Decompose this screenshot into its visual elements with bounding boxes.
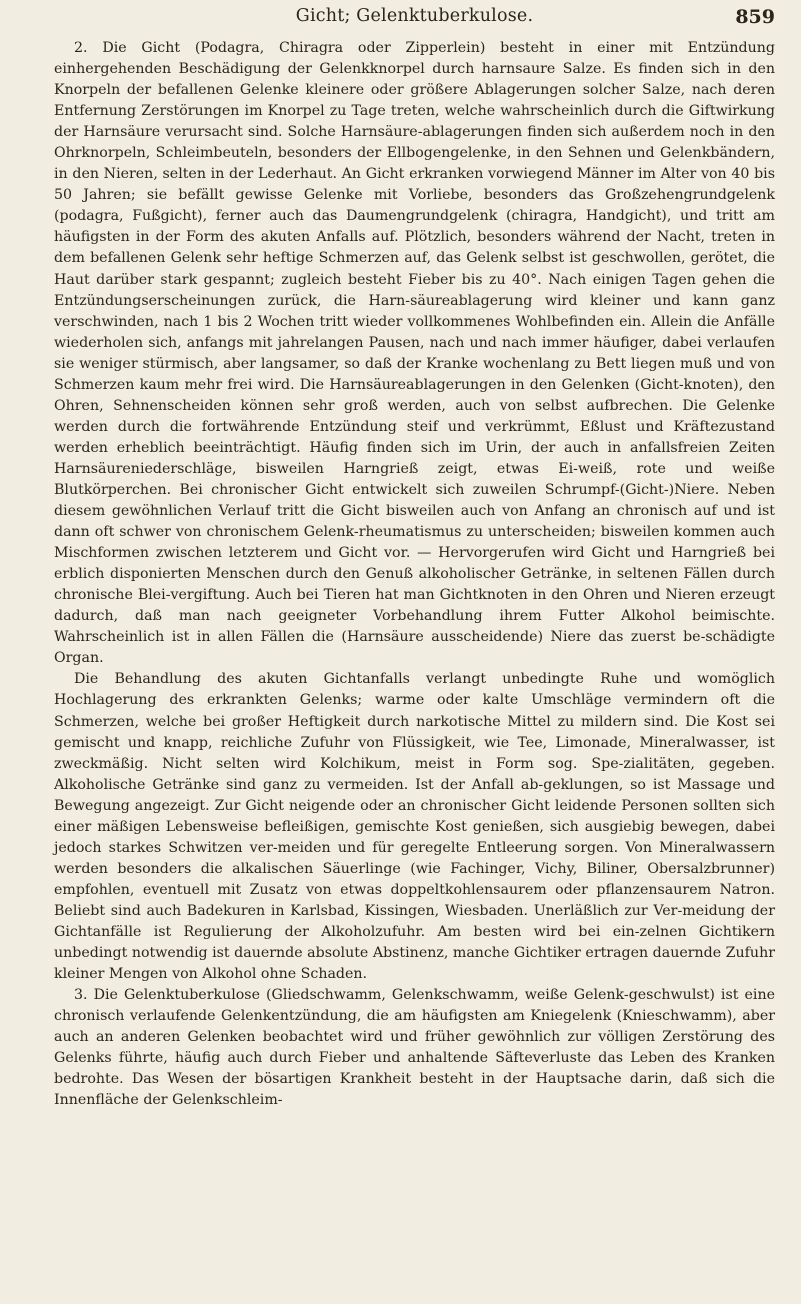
page-header (54, 6, 775, 34)
paragraph-gelenktuberkulose: 3. Die Gelenktuberkulose (Gliedschwamm, Gelenkschwamm, weiße Gelenk-geschwulst) ist eine chronisch verlaufende Gelenkentzündung, die am häufigsten am Kniegelenk (Knieschwamm), aber auch an anderen Gelenken beobachtet wird und früher gewöhnlich zur völligen Zerstörung des Gelenks führte, häufig auch durch Fieber und anhaltende Säfteverluste das Leben des Kranken bedrohte. Das Wesen der bösartigen Krankheit besteht in der Hauptsache darin, daß sich die Innenfläche der Gelenkschleim- (54, 987, 775, 1109)
paragraph-gicht: 2. Die Gicht (Podagra, Chiragra oder Zipperlein) besteht in einer mit Entzündung einhergehenden Beschädigung der Gelenkknorpel durch harnsaure Salze. Es finden sich in den Knorpeln der befallenen Gelenke kleinere oder größere Ablagerungen solcher Salze, nach deren Entfernung Zerstörungen im Knorpel zu Tage treten, welche wahrscheinlich durch die Giftwirkung der Harnsäure verursacht sind. Solche Harnsäure-ablagerungen finden sich außerdem noch in den Ohrknorpeln, Schleimbeuteln, besonders der Ellbogengelenke, in den Sehnen und Gelenkbändern, in den Nieren, selten in der Lederhaut. An Gicht erkranken vorwiegend Männer im Alter von 40 bis 50 Jahren; sie befällt gewisse Gelenke mit Vorliebe, besonders das Großzehengrundgelenk (podagra, Fußgicht), ferner auch das Daumengrundgelenk (chiragra, Handgicht), und tritt am häufigsten in der Form des akuten Anfalls auf. Plötzlich, besonders während der Nacht, treten in dem befallenen Gelenk sehr heftige Schmerzen auf, das Gelenk selbst ist geschwollen, gerötet, die Haut darüber stark gespannt; zugleich besteht Fieber bis zu 40°. Nach einigen Tagen gehen die Entzündungserscheinungen zurück, die Harn-säureablagerung wird kleiner und kann ganz verschwinden, nach 1 bis 2 Wochen tritt wieder vollkommenes Wohlbefinden ein. Allein die Anfälle wiederholen sich, anfangs mit jahrelangen Pausen, nach und nach immer häufiger, dabei verlaufen sie weniger stürmisch, aber langsamer, so daß der Kranke wochenlang zu Bett liegen muß und von Schmerzen kaum mehr frei wird. Die Harnsäureablagerungen in den Gelenken (Gicht-knoten), den Ohren, Sehnenscheiden können sehr groß werden, auch von selbst aufbrechen. Die Gelenke werden durch die fortwährende Entzündung steif und verkrümmt, Eßlust und Kräftezustand werden erheblich beeinträchtigt. Häufig finden sich im Urin, der auch in anfallsfreien Zeiten Harnsäureniederschläge, bisweilen Harngrieß zeigt, etwas Ei-weiß, rote und weiße Blutkörperchen. Bei chronischer Gicht entwickelt sich zuweilen Schrumpf-(Gicht-)Niere. Neben diesem gewöhnlichen Verlauf tritt die Gicht bisweilen auch von Anfang an chronisch auf und ist dann oft schwer von chronischem Gelenk-rheumatismus zu unterscheiden; bisweilen kommen auch Mischformen zwischen letzterem und Gicht vor. — Hervorgerufen wird Gicht und Harngrieß bei erblich disponierten Menschen durch den Genuß alkoholischer Getränke, in seltenen Fällen durch chronische Blei-vergiftung. Auch bei Tieren hat man Gichtknoten in den Ohren und Nieren erzeugt dadurch, daß man nach geeigneter Vorbehandlung ihrem Futter Alkohol beimischte. Wahrscheinlich ist in allen Fällen die (Harnsäure ausscheidende) Niere das zuerst be-schädigte Organ. (54, 40, 775, 667)
running-title: Gicht; Gelenktuberkulose. (295, 6, 534, 26)
body-text (54, 38, 775, 1111)
page-number: 859 (735, 6, 775, 28)
paragraph-gicht-behandlung: Die Behandlung des akuten Gichtanfalls verlangt unbedingte Ruhe und womöglich Hochlagerung des erkrankten Gelenks; warme oder kalte Umschläge vermindern oft die Schmerzen, welche bei großer Heftigkeit durch narkotische Mittel zu mildern sind. Die Kost sei gemischt und knapp, reichliche Zufuhr von Flüssigkeit, wie Tee, Limonade, Mineralwasser, ist zweckmäßig. Nicht selten wird Kolchikum, meist in Form sog. Spe-zialitäten, gegeben. Alkoholische Getränke sind ganz zu vermeiden. Ist der Anfall ab-geklungen, so ist Massage und Bewegung angezeigt. Zur Gicht neigende oder an chronischer Gicht leidende Personen sollten sich einer mäßigen Lebensweise befleißigen, gemischte Kost genießen, sich ausgiebig bewegen, dabei jedoch starkes Schwitzen ver-meiden und für geregelte Entleerung sorgen. Von Mineralwassern werden besonders die alkalischen Säuerlinge (wie Fachinger, Vichy, Biliner, Obersalzbrunner) empfohlen, eventuell mit Zusatz von etwas doppeltkohlensaurem oder pflanzensaurem Natron. Beliebt sind auch Badekuren in Karlsbad, Kissingen, Wiesbaden. Unerläßlich zur Ver-meidung der Gichtanfälle ist Regulierung der Alkoholzufuhr. Am besten wird bei ein-zelnen Gichtikern unbedingt notwendig ist dauernde absolute Abstinenz, manche Gichtiker ertragen dauernde Zufuhr kleiner Mengen von Alkohol ohne Schaden. (54, 671, 775, 983)
